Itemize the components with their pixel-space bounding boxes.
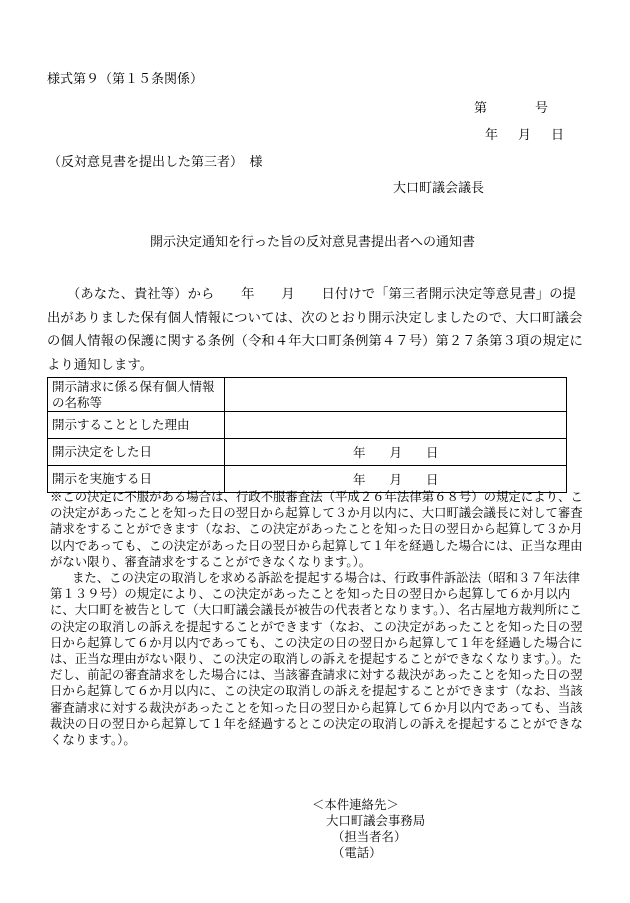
row-label-reason: 開示することとした理由: [48, 412, 225, 439]
row-label-implementation-date: 開示を実施する日: [48, 466, 225, 493]
contact-person: （担当者名）: [332, 829, 407, 844]
info-table: [47, 377, 567, 493]
notes-section: [50, 489, 587, 748]
form-number: 様式第９（第１５条関係）: [47, 72, 204, 87]
document-date: [485, 124, 564, 143]
row-value-implementation-date: 年 月 日: [225, 466, 567, 493]
note-lawsuit: また、この決定の取消しを求める訴訟を提起する場合は、行政事件訴訟法（昭和３７年法律第１３９号）の規定により、この決定があったことを知った日の翌日から起算して６か月以内に、大口町を被告として（大口町議会議長が被告の代表者となります。）、名古屋地方裁判所にこの決定の取消しの訴えを提起することができます（なお、この決定があったことを知った日の翌日から起算して６か月以内であっても、この決定の日の翌日から起算して１年を経過した場合には、正当な理由がない限り、この決定の取消しの訴えを提起することができなくなります。）。ただし、前記の審査請求をした場合には、当該審査請求に対する裁決があったことを知った日の翌日から起算して６か月以内に、この決定の取消しの訴えを提起することができます（なお、当該審査請求に対する裁決があったことを知った日の翌日から起算して６か月以内であっても、当該裁決の日の翌日から起算して１年を経過するとこの決定の取消しの訴えを提起することができなくなります。）。: [50, 570, 583, 748]
contact-block: [312, 797, 425, 861]
sender: 大口町議会議長: [393, 181, 485, 196]
contact-heading: ＜本件連絡先＞: [312, 797, 399, 812]
contact-office: 大口町議会事務局: [326, 813, 426, 828]
date-day: 日: [551, 128, 565, 143]
contact-phone: （電話）: [332, 845, 382, 860]
body-paragraph: （あなた、貴社等）から 年 月 日付けで「第三者開示決定等意見書」の提出がありました保有個人情報については、次のとおり開示決定しましたので、大口町議会の個人情報の保護に関する条例（令和４年大口町条例第４７号）第２７条第３項の規定により通知します。: [47, 287, 583, 373]
document-number-suffix: 号: [535, 101, 549, 116]
row-value-reason: [225, 412, 567, 439]
note-appeal: ※この決定に不服がある場合は、行政不服審査法（平成２６年法律第６８号）の規定により、この決定があったことを知った日の翌日から起算して３か月以内に、大口町議会議長に対して審査請求をすることができます（なお、この決定があったことを知った日の翌日から起算して３か月以内であっても、この決定があった日の翌日から起算して１年を経過した場合には、正当な理由がない限り、審査請求をすることができなくなります。）。: [50, 489, 583, 569]
table-row: [48, 378, 567, 412]
document-title: 開示決定通知を行った旨の反対意見書提出者への通知書: [150, 235, 476, 250]
table-row: [48, 412, 567, 439]
row-label-information-name: 開示請求に係る保有個人情報の名称等: [48, 378, 225, 412]
document-number-prefix: 第: [474, 101, 488, 116]
date-year: 年: [485, 128, 499, 143]
row-value-information-name: [225, 378, 567, 412]
date-month: 月: [518, 128, 532, 143]
row-value-decision-date: 年 月 日: [225, 439, 567, 466]
table-row: [48, 439, 567, 466]
addressee: （反対意見書を提出した第三者） 様: [48, 155, 263, 170]
row-label-decision-date: 開示決定をした日: [48, 439, 225, 466]
document-number: [474, 97, 548, 116]
